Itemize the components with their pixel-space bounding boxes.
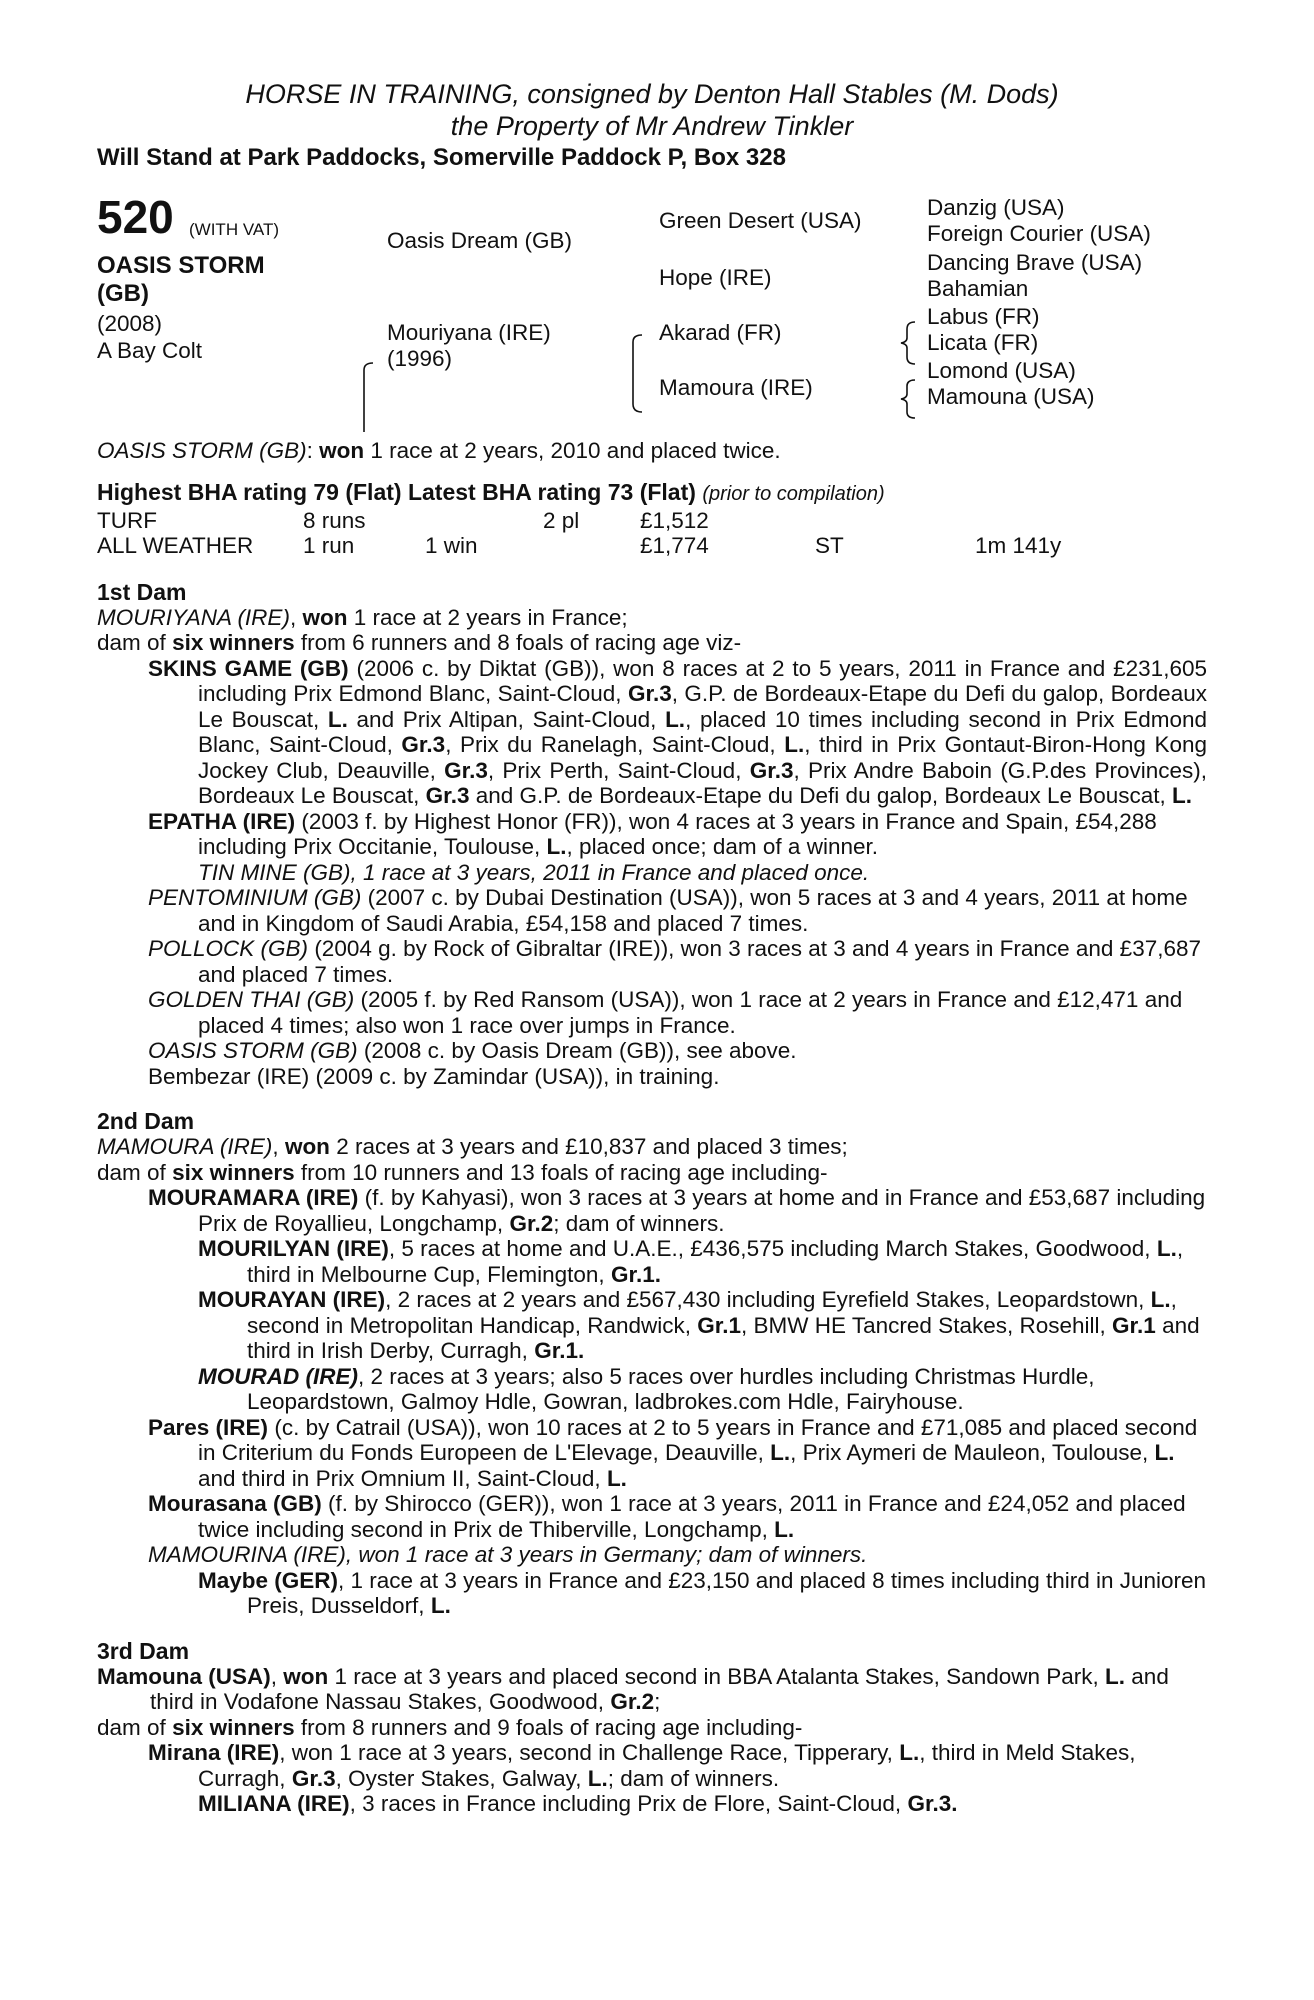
- produce-entry-pares: Pares (IRE) (c. by Catrail (USA)), won 10 races at 2 to 5 years in France and £71,085 and placed second in Criterium du Fonds Europeen de L'Elevage, Deauville, L., Prix Aymeri de Mauleon, Toulouse, L. and third in Prix Omnium II, Saint-Cloud, L.: [148, 1414, 1198, 1491]
- owner-line: the Property of Mr Andrew Tinkler: [450, 111, 854, 141]
- horse-name-line2: (GB): [97, 280, 149, 307]
- produce-entry-miliana: MILIANA (IRE), 3 races in France including Prix de Flore, Saint-Cloud, Gr.3.: [198, 1791, 958, 1816]
- produce-entry-mouramara: MOURAMARA (IRE) (f. by Kahyasi), won 3 races at 3 years at home and in France and £53,687 including Prix de Royallieu, Longchamp, Gr.2; dam of winners.: [148, 1185, 1206, 1236]
- first-dam-record: MOURIYANA (IRE), won 1 race at 2 years in France;: [97, 604, 628, 630]
- produce-entry-tin-mine: TIN MINE (GB), 1 race at 3 years, 2011 in France and placed once.: [198, 859, 870, 885]
- produce-entry-mourad: MOURAD (IRE), 2 races at 3 years; also 5 races over hurdles including Christmas Hurdle, Leopardstown, Galmoy Hdle, Gowran, ladbrokes.com Hdle, Fairyhouse.: [198, 1363, 1095, 1414]
- aw-wins: 1 win: [425, 532, 478, 558]
- produce-entry-epatha: EPATHA (IRE) (2003 f. by Highest Honor (FR)), won 4 races at 3 years in France and Spain, £54,288 including Prix Occitanie, Toulouse, L., placed once; dam of a winner.: [148, 808, 1157, 859]
- produce-entry-mirana: Mirana (IRE), won 1 race at 3 years, second in Challenge Race, Tipperary, L., third in Meld Stakes, Curragh, Gr.3, Oyster Stakes, Galway, L.; dam of winners.: [148, 1740, 1136, 1791]
- turf-label: TURF: [97, 507, 157, 533]
- turf-placed: 2 pl: [543, 507, 580, 533]
- dam-year: (1996): [387, 346, 453, 371]
- ggp-8: Mamouna (USA): [927, 384, 1095, 409]
- horse-name: [97, 252, 327, 308]
- sire-sire: Green Desert (USA): [659, 208, 862, 233]
- third-dam-record: Mamouna (USA), won 1 race at 3 years and placed second in BBA Atalanta Stakes, Sandown Park, L. and third in Vodafone Nassau Stakes, Goodwood, Gr.2;: [97, 1663, 1169, 1714]
- lot-number: 520: [97, 191, 174, 243]
- turf-runs: 8 runs: [303, 507, 366, 533]
- produce-entry-mourayan: MOURAYAN (IRE), 2 races at 2 years and £567,430 including Eyrefield Stakes, Leopardstown, L., second in Metropolitan Handicap, Randwick, Gr.1, BMW HE Tancred Stakes, Rosehill, Gr.1 and third in Irish Derby, Curragh, Gr.1.: [198, 1287, 1200, 1363]
- stand-location: Will Stand at Park Paddocks, Somerville Paddock P, Box 328: [97, 144, 786, 171]
- produce-entry-mamourina: MAMOURINA (IRE), won 1 race at 3 years in Germany; dam of winners.: [148, 1542, 868, 1567]
- vat-note: (WITH VAT): [189, 220, 280, 239]
- third-dam-heading: 3rd Dam: [97, 1637, 190, 1664]
- aw-label: ALL WEATHER: [97, 532, 254, 558]
- bha-rating: Highest BHA rating 79 (Flat) Latest BHA rating 73 (Flat) (prior to compilation): [97, 478, 885, 505]
- ggp-7: Lomond (USA): [927, 358, 1076, 383]
- first-dam-produce: dam of six winners from 6 runners and 8 foals of racing age viz-: [97, 630, 742, 655]
- second-dam-produce: dam of six winners from 10 runners and 13 foals of racing age including-: [97, 1159, 828, 1185]
- produce-entry-maybe: Maybe (GER), 1 race at 3 years in France and £23,150 and placed 8 times including third in Junioren Preis, Dusseldorf, L.: [198, 1567, 1207, 1618]
- ggp-1: Danzig (USA): [927, 195, 1065, 220]
- race-summary: OASIS STORM (GB): won 1 race at 2 years, 2010 and placed twice.: [97, 438, 781, 463]
- produce-entry-skins-game: SKINS GAME (GB) (2006 c. by Diktat (GB)), won 8 races at 2 to 5 years, 2011 in France and £231,605 including Prix Edmond Blanc, Saint-Cloud, Gr.3, G.P. de Bordeaux-Etape du Defi du galop, Bordeaux Le Bouscat, L. and Prix Altipan, Saint-Cloud, L., placed 10 times including second in Prix Edmond Blanc, Saint-Cloud, Gr.3, Prix du Ranelagh, Saint-Cloud, L., third in Prix Gontaut-Biron-Hong Kong Jockey Club, Deauville, Gr.3, Prix Perth, Saint-Cloud, Gr.3, Prix Andre Baboin (G.P.des Provinces), Bordeaux Le Bouscat, Gr.3 and G.P. de Bordeaux-Etape du Defi du galop, Bordeaux Le Bouscat, L.: [148, 655, 1207, 808]
- aw-runs: 1 run: [303, 532, 355, 558]
- sire: Oasis Dream (GB): [387, 228, 573, 253]
- produce-entry-oasis-storm: OASIS STORM (GB) (2008 c. by Oasis Dream (GB)), see above.: [148, 1038, 797, 1063]
- ggp-4: Bahamian: [927, 276, 1029, 301]
- ggp-2: Foreign Courier (USA): [927, 221, 1151, 246]
- horse-description: A Bay Colt: [97, 338, 203, 363]
- produce-entry-golden-thai: GOLDEN THAI (GB) (2005 f. by Red Ransom (USA)), won 1 race at 2 years in France and £12,471 and placed 4 times; also won 1 race over jumps in France.: [148, 987, 1183, 1038]
- catalogue-page: [97, 78, 1207, 1817]
- aw-distance: 1m 141y: [975, 532, 1062, 558]
- turf-earnings: £1,512: [640, 507, 709, 533]
- produce-entry-pollock: POLLOCK (GB) (2004 g. by Rock of Gibraltar (IRE)), won 3 races at 3 and 4 years in France and £37,687 and placed 7 times.: [148, 936, 1202, 987]
- sire-dam: Hope (IRE): [659, 265, 772, 290]
- pedigree-block: [97, 192, 1207, 432]
- produce-entry-bembezar: Bembezar (IRE) (2009 c. by Zamindar (USA)), in training.: [148, 1063, 720, 1089]
- second-dam-record: MAMOURA (IRE), won 2 races at 3 years and £10,837 and placed 3 times;: [97, 1134, 848, 1159]
- ggp-6: Licata (FR): [927, 330, 1039, 355]
- produce-entry-mourasana: Mourasana (GB) (f. by Shirocco (GER)), won 1 race at 3 years, 2011 in France and £24,052 and placed twice including second in Prix de Thiberville, Longchamp, L.: [148, 1491, 1186, 1542]
- ggp-5: Labus (FR): [927, 304, 1040, 329]
- horse-year: (2008): [97, 311, 163, 336]
- horse-name-line1: OASIS STORM: [97, 252, 265, 279]
- dam-dam: Mamoura (IRE): [659, 375, 813, 400]
- aw-going: ST: [815, 532, 844, 558]
- produce-entry-pentominium: PENTOMINIUM (GB) (2007 c. by Dubai Destination (USA)), won 5 races at 3 and 4 years, 2011 at home and in Kingdom of Saudi Arabia, £54,158 and placed 7 times.: [148, 885, 1188, 936]
- second-dam-heading: 2nd Dam: [97, 1108, 195, 1134]
- aw-earnings: £1,774: [640, 532, 709, 558]
- consignor-line: HORSE IN TRAINING, consigned by Denton Hall Stables (M. Dods): [245, 79, 1059, 109]
- ggp-3: Dancing Brave (USA): [927, 250, 1143, 275]
- produce-entry-mourilyan: MOURILYAN (IRE), 5 races at home and U.A.E., £436,575 including March Stakes, Goodwood, L., third in Melbourne Cup, Flemington, Gr.1.: [198, 1236, 1184, 1287]
- dam: Mouriyana (IRE): [387, 320, 551, 345]
- race-record: [97, 508, 1207, 560]
- third-dam-produce: dam of six winners from 8 runners and 9 foals of racing age including-: [97, 1714, 803, 1740]
- dam-sire: Akarad (FR): [659, 320, 782, 345]
- first-dam-heading: 1st Dam: [97, 578, 187, 605]
